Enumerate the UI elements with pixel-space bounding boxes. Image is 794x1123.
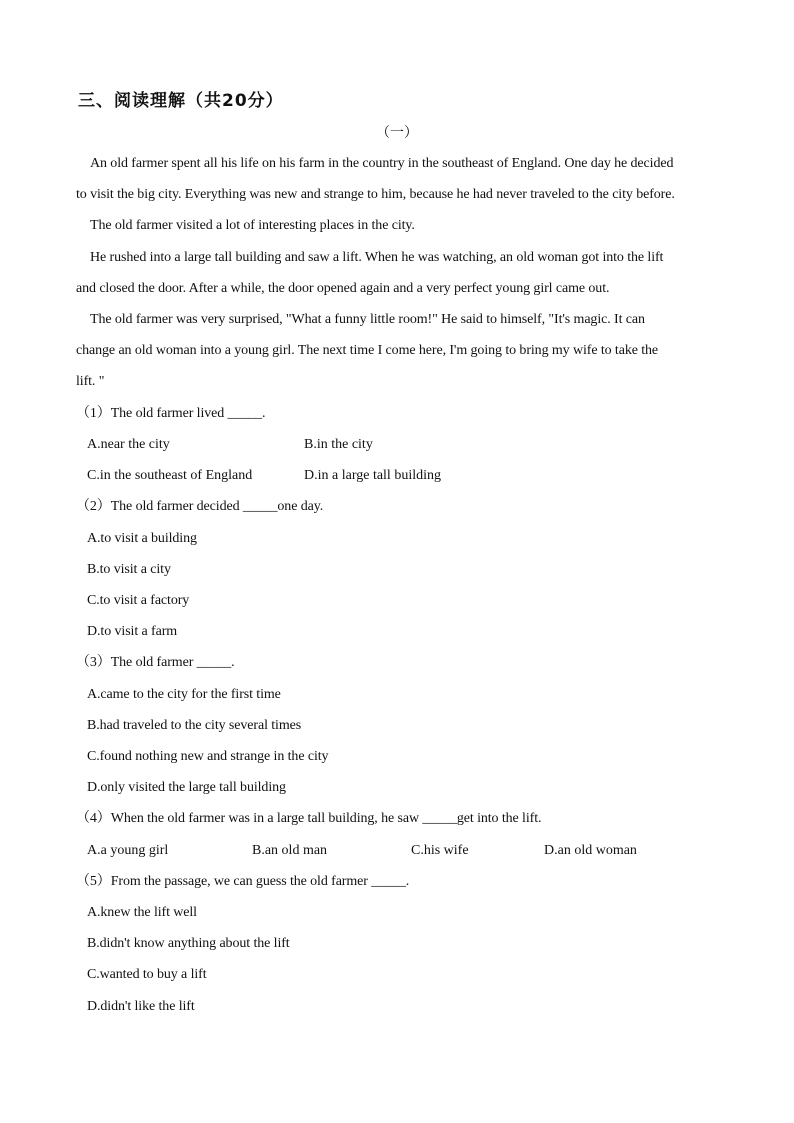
option: C.found nothing new and strange in the city (87, 749, 329, 764)
option: D.to visit a farm (87, 624, 178, 639)
option: B.had traveled to the city several times (87, 718, 302, 733)
passage-line: The old farmer visited a lot of interesting places in the city. (90, 218, 415, 233)
passage-line: He rushed into a large tall building and saw a lift. When he was watching, an old woman got into the lift (90, 250, 664, 265)
option: B.to visit a city (87, 562, 171, 577)
passage-line: and closed the door. After a while, the door opened again and a very perfect young girl came out. (76, 281, 610, 296)
question-2-stem: （2）The old farmer decided _____one day. (76, 499, 324, 514)
option: D.only visited the large tall building (87, 780, 286, 795)
option: B.didn't know anything about the lift (87, 936, 290, 951)
question-3-stem: （3）The old farmer _____. (76, 655, 235, 670)
passage-line: to visit the big city. Everything was new and strange to him, because he had never traveled to the city before. (76, 187, 675, 202)
option: A.came to the city for the first time (87, 687, 281, 702)
section-title: 三、阅读理解（共20分） (78, 91, 284, 111)
option: D.didn't like the lift (87, 999, 195, 1014)
passage-line: change an old woman into a young girl. The next time I come here, I'm going to bring my wife to take the (76, 343, 659, 358)
option: B.in the city (304, 437, 373, 452)
option: A.near the city (87, 437, 170, 452)
option: C.to visit a factory (87, 593, 190, 608)
question-1-stem: （1）The old farmer lived _____. (76, 406, 266, 421)
option: D.in a large tall building (304, 468, 441, 483)
question-5-stem: （5）From the passage, we can guess the old farmer _____. (76, 874, 410, 889)
option: A.to visit a building (87, 531, 197, 546)
passage-number: （一） (376, 126, 418, 141)
option: A.a young girl (87, 843, 169, 858)
option: C.his wife (411, 843, 469, 858)
option: C.wanted to buy a lift (87, 967, 207, 982)
option: A.knew the lift well (87, 905, 197, 920)
option: B.an old man (252, 843, 328, 858)
passage-line: The old farmer was very surprised, "What a funny little room!" He said to himself, "It's magic. It can (90, 312, 645, 327)
option: C.in the southeast of England (87, 468, 253, 483)
passage-line: lift. " (76, 374, 105, 389)
passage-line: An old farmer spent all his life on his farm in the country in the southeast of England. One day he decided (90, 156, 674, 171)
option: D.an old woman (544, 843, 637, 858)
question-4-stem: （4）When the old farmer was in a large tall building, he saw _____get into the lift. (76, 811, 542, 826)
